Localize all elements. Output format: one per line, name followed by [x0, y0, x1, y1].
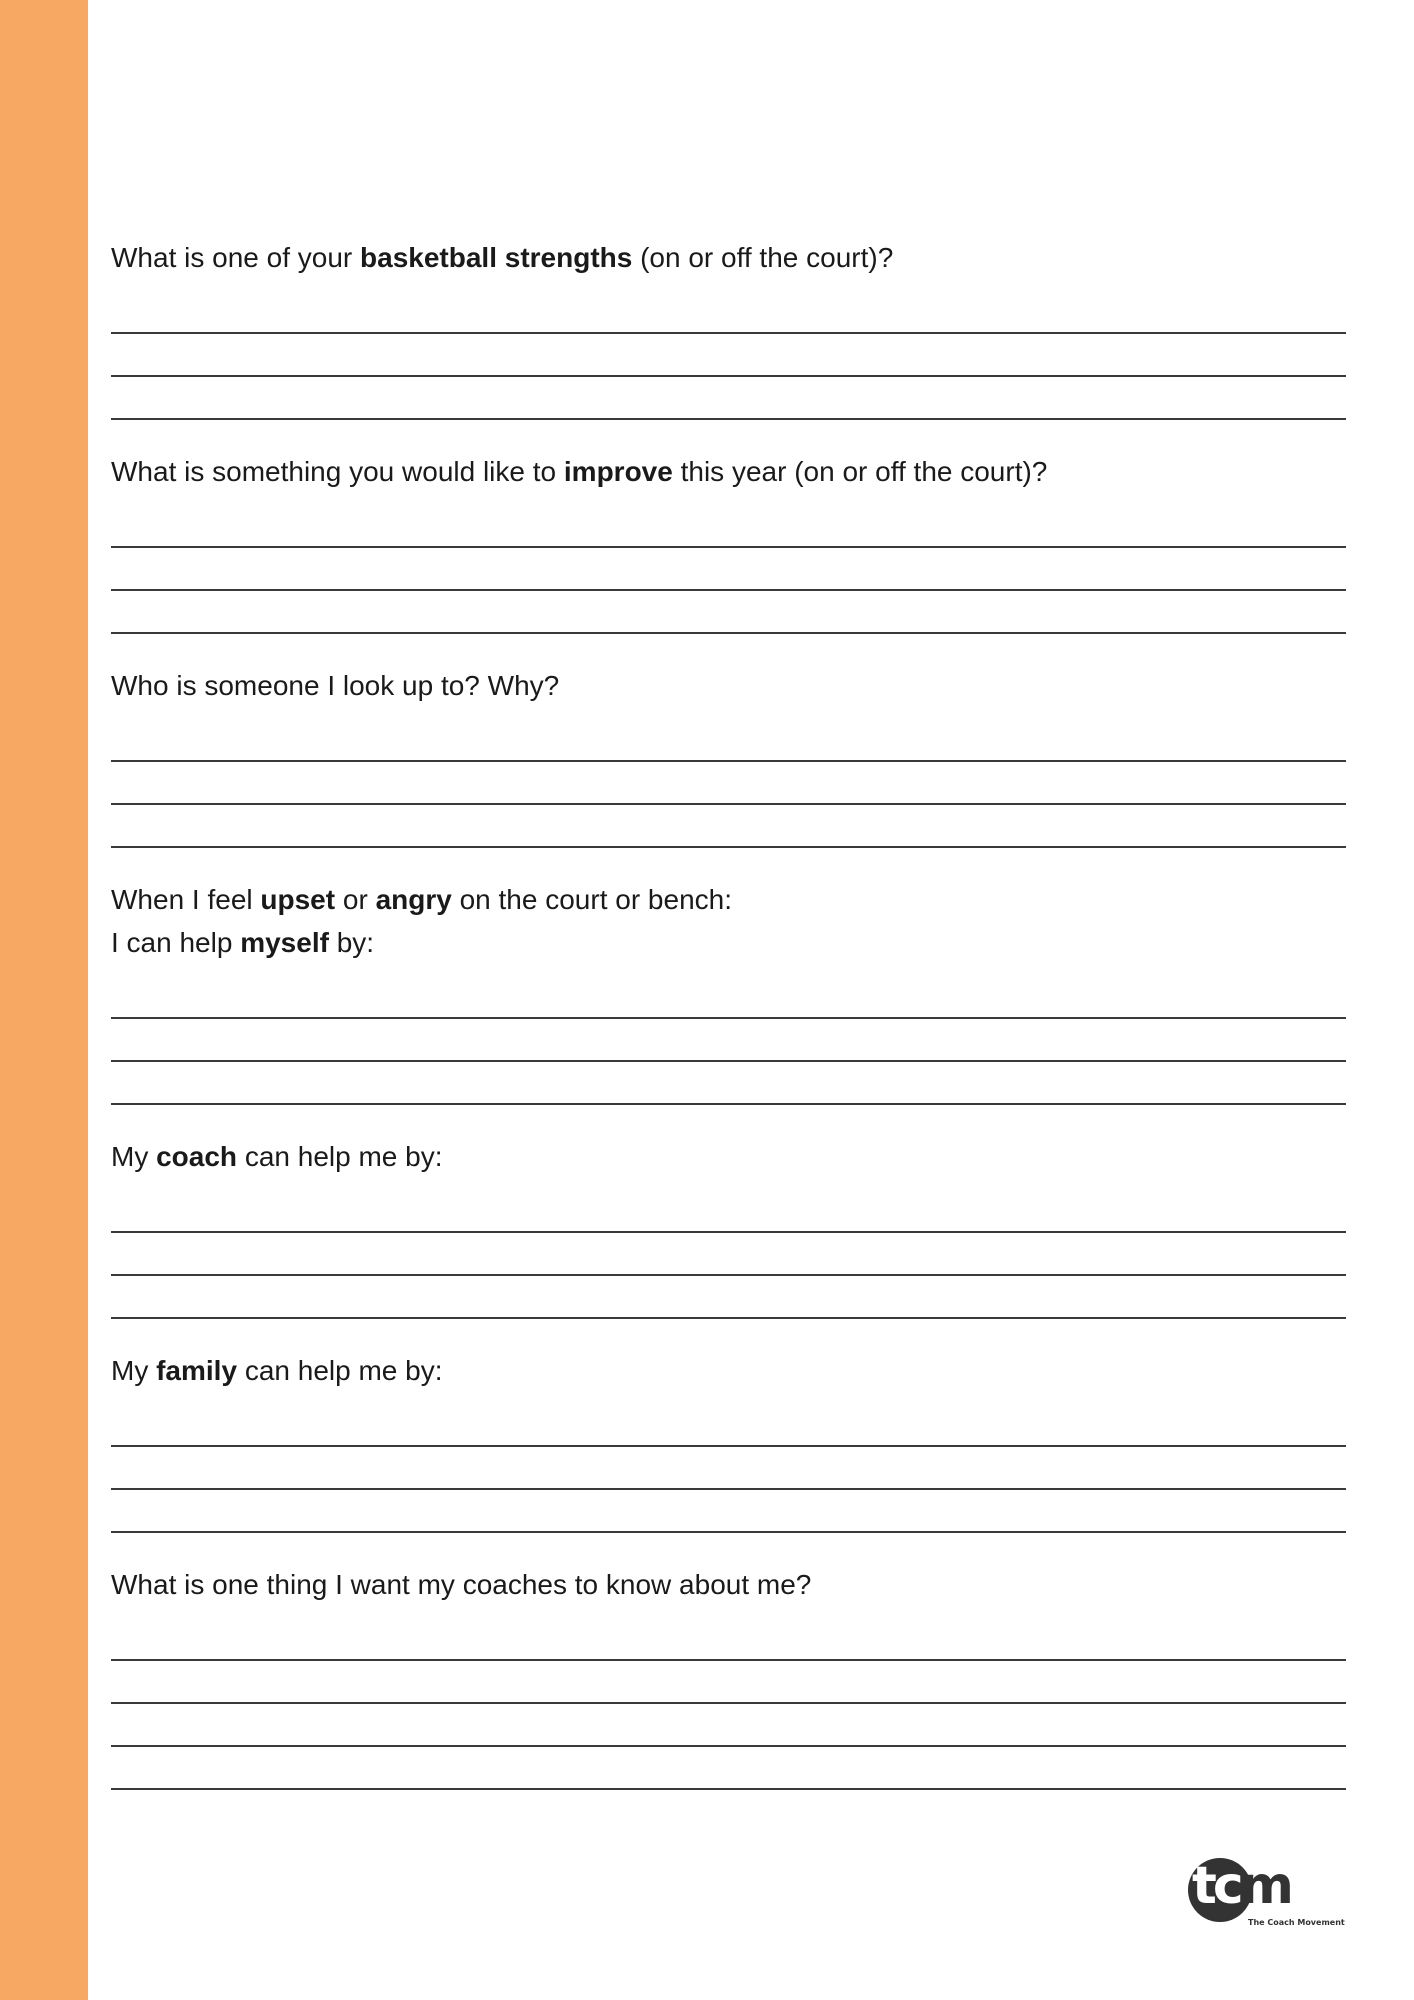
logo-wordmark: tcm — [1192, 1856, 1290, 1916]
question-text: My coach can help me by: — [111, 1141, 443, 1172]
question-strengths — [111, 236, 1346, 420]
question-coaches-know — [111, 1563, 1346, 1790]
answer-lines — [111, 1404, 1346, 1533]
question-text: When I feel upset or angry on the court or bench: — [111, 884, 732, 915]
answer-lines — [111, 719, 1346, 848]
answer-line[interactable] — [111, 1190, 1346, 1233]
answer-line[interactable] — [111, 505, 1346, 548]
question-text: What is one thing I want my coaches to know about me? — [111, 1569, 812, 1600]
answer-line[interactable] — [111, 1233, 1346, 1276]
question-family — [111, 1349, 1346, 1533]
answer-line[interactable] — [111, 1019, 1346, 1062]
answer-line[interactable] — [111, 976, 1346, 1019]
answer-line[interactable] — [111, 1062, 1346, 1105]
logo-subtitle: The Coach Movement — [1248, 1918, 1345, 1927]
answer-line[interactable] — [111, 291, 1346, 334]
question-text: Who is someone I look up to? Why? — [111, 670, 560, 701]
answer-lines — [111, 1190, 1346, 1319]
question-coach — [111, 1135, 1346, 1319]
answer-line[interactable] — [111, 1661, 1346, 1704]
tcm-logo — [1188, 1856, 1345, 1936]
question-improve — [111, 450, 1346, 634]
answer-line[interactable] — [111, 377, 1346, 420]
answer-line[interactable] — [111, 1404, 1346, 1447]
answer-lines — [111, 505, 1346, 634]
question-upset-angry — [111, 878, 1346, 1105]
answer-lines — [111, 1618, 1346, 1790]
answer-line[interactable] — [111, 762, 1346, 805]
answer-lines — [111, 291, 1346, 420]
answer-line[interactable] — [111, 548, 1346, 591]
answer-line[interactable] — [111, 719, 1346, 762]
answer-line[interactable] — [111, 591, 1346, 634]
answer-line[interactable] — [111, 1447, 1346, 1490]
question-text: My family can help me by: — [111, 1355, 443, 1386]
question-text: What is something you would like to improve this year (on or off the court)? — [111, 456, 1048, 487]
orange-side-band — [0, 0, 88, 2000]
question-look-up-to — [111, 664, 1346, 848]
answer-line[interactable] — [111, 1618, 1346, 1661]
answer-line[interactable] — [111, 805, 1346, 848]
answer-line[interactable] — [111, 334, 1346, 377]
answer-line[interactable] — [111, 1276, 1346, 1319]
answer-line[interactable] — [111, 1747, 1346, 1790]
question-text-line-2: I can help myself by: — [111, 927, 375, 958]
answer-line[interactable] — [111, 1490, 1346, 1533]
question-text: What is one of your basketball strengths (on or off the court)? — [111, 242, 894, 273]
answer-line[interactable] — [111, 1704, 1346, 1747]
answer-lines — [111, 976, 1346, 1105]
